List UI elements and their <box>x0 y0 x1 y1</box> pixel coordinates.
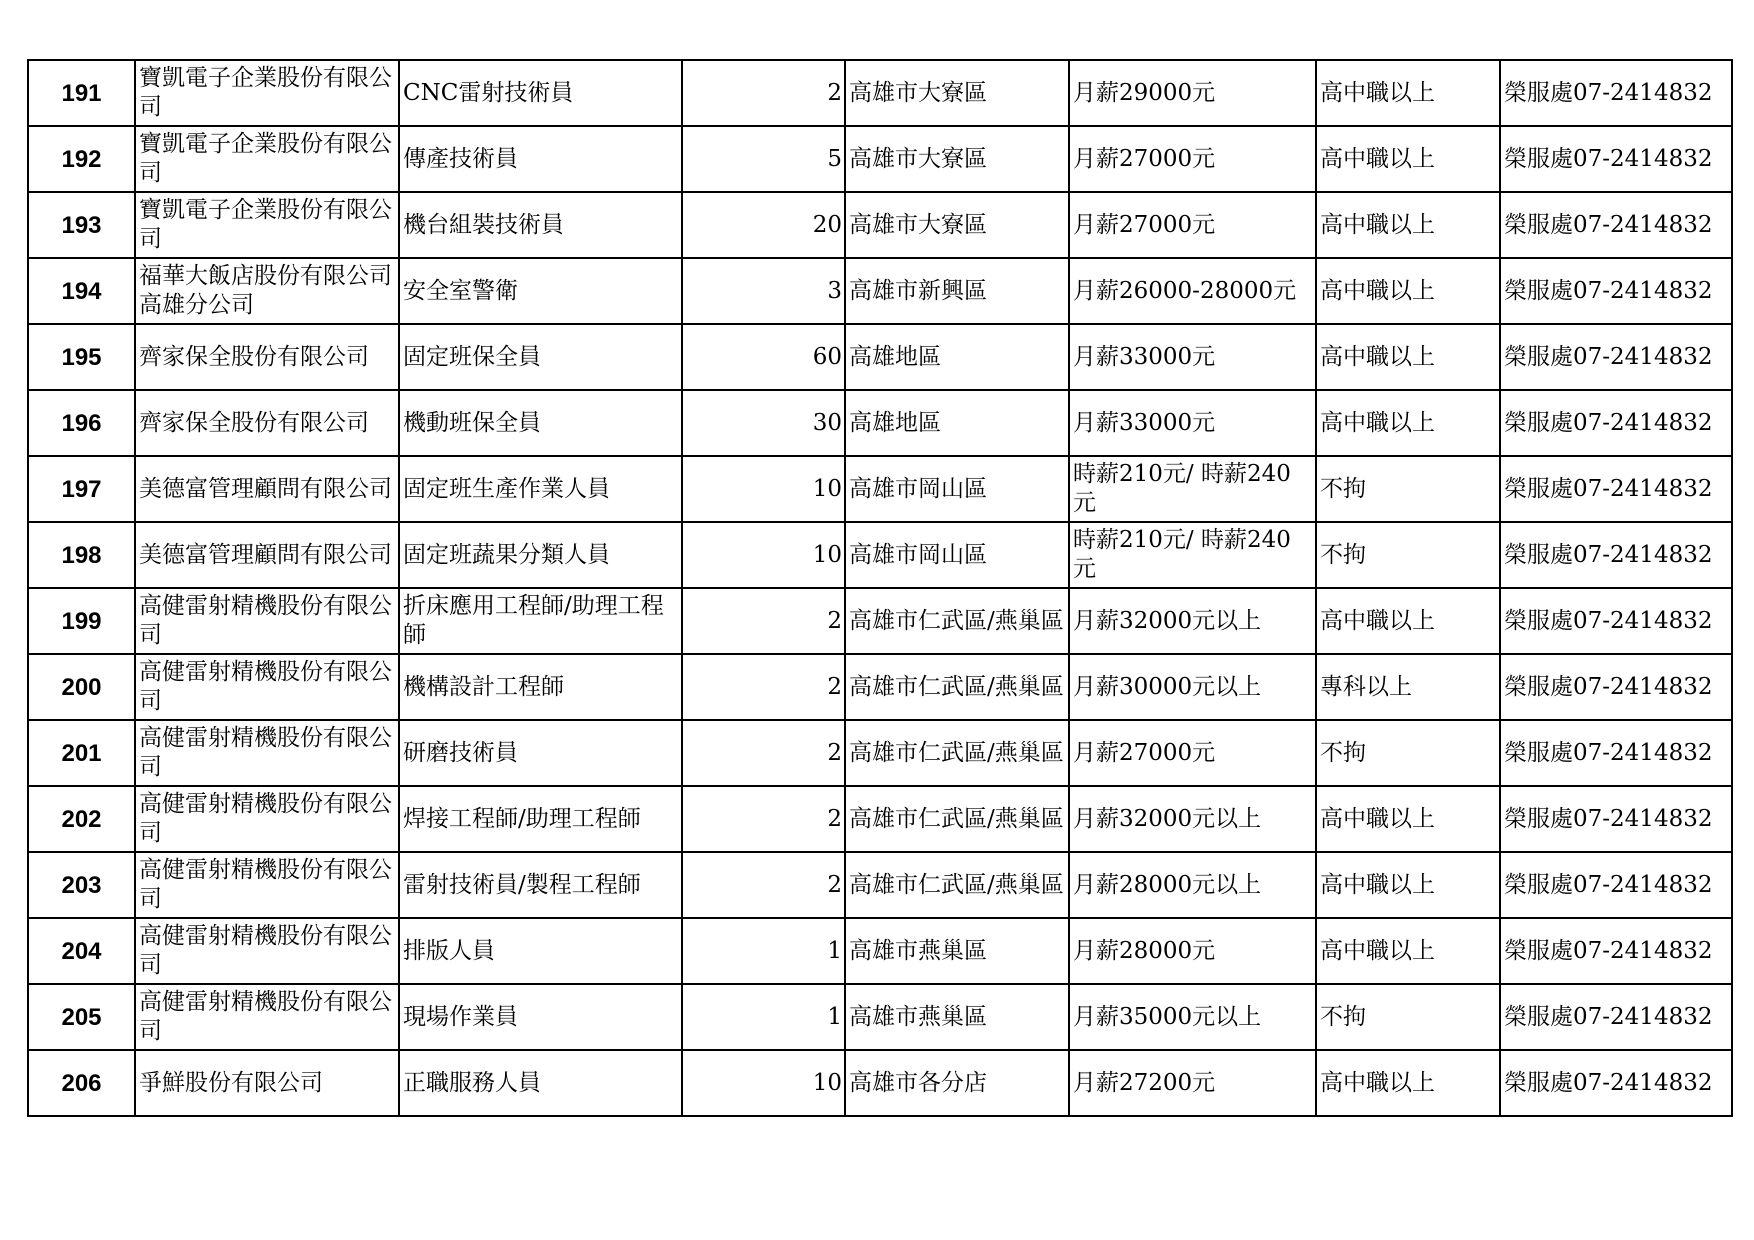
education-requirement-cell: 高中職以上 <box>1316 588 1500 654</box>
job-position-cell: 傳產技術員 <box>399 126 682 192</box>
work-location-cell: 高雄市大寮區 <box>845 60 1069 126</box>
table-row <box>28 720 1732 786</box>
salary-cell: 月薪28000元以上 <box>1069 852 1316 918</box>
work-location-cell: 高雄市大寮區 <box>845 126 1069 192</box>
openings-count-cell: 30 <box>682 390 845 456</box>
education-requirement-cell: 高中職以上 <box>1316 192 1500 258</box>
contact-info-cell: 榮服處07-2414832 <box>1500 60 1732 126</box>
contact-info-cell: 榮服處07-2414832 <box>1500 456 1732 522</box>
job-listing-table <box>27 59 1733 1117</box>
listing-number-cell: 194 <box>28 258 135 324</box>
job-position-cell: 固定班蔬果分類人員 <box>399 522 682 588</box>
education-requirement-cell: 高中職以上 <box>1316 852 1500 918</box>
salary-cell: 月薪32000元以上 <box>1069 588 1316 654</box>
table-row <box>28 60 1732 126</box>
work-location-cell: 高雄市燕巢區 <box>845 918 1069 984</box>
openings-count-cell: 1 <box>682 984 845 1050</box>
openings-count-cell: 2 <box>682 720 845 786</box>
listing-number-cell: 200 <box>28 654 135 720</box>
contact-info-cell: 榮服處07-2414832 <box>1500 852 1732 918</box>
salary-cell: 時薪210元/ 時薪240元 <box>1069 522 1316 588</box>
education-requirement-cell: 專科以上 <box>1316 654 1500 720</box>
listing-number-cell: 206 <box>28 1050 135 1116</box>
salary-cell: 月薪28000元 <box>1069 918 1316 984</box>
contact-info-cell: 榮服處07-2414832 <box>1500 324 1732 390</box>
listing-number-cell: 201 <box>28 720 135 786</box>
listing-number-cell: 193 <box>28 192 135 258</box>
table-row <box>28 126 1732 192</box>
contact-info-cell: 榮服處07-2414832 <box>1500 588 1732 654</box>
work-location-cell: 高雄市岡山區 <box>845 522 1069 588</box>
company-name-cell: 高健雷射精機股份有限公司 <box>135 852 399 918</box>
openings-count-cell: 2 <box>682 60 845 126</box>
work-location-cell: 高雄市仁武區/燕巢區 <box>845 852 1069 918</box>
company-name-cell: 齊家保全股份有限公司 <box>135 390 399 456</box>
salary-cell: 時薪210元/ 時薪240元 <box>1069 456 1316 522</box>
work-location-cell: 高雄市各分店 <box>845 1050 1069 1116</box>
job-position-cell: 機台組裝技術員 <box>399 192 682 258</box>
openings-count-cell: 20 <box>682 192 845 258</box>
work-location-cell: 高雄市新興區 <box>845 258 1069 324</box>
education-requirement-cell: 高中職以上 <box>1316 786 1500 852</box>
listing-number-cell: 191 <box>28 60 135 126</box>
table-row <box>28 456 1732 522</box>
openings-count-cell: 1 <box>682 918 845 984</box>
company-name-cell: 寶凱電子企業股份有限公司 <box>135 192 399 258</box>
openings-count-cell: 2 <box>682 786 845 852</box>
table-row <box>28 918 1732 984</box>
salary-cell: 月薪27200元 <box>1069 1050 1316 1116</box>
job-position-cell: CNC雷射技術員 <box>399 60 682 126</box>
listing-number-cell: 196 <box>28 390 135 456</box>
company-name-cell: 福華大飯店股份有限公司高雄分公司 <box>135 258 399 324</box>
education-requirement-cell: 高中職以上 <box>1316 918 1500 984</box>
job-position-cell: 安全室警衛 <box>399 258 682 324</box>
job-position-cell: 折床應用工程師/助理工程師 <box>399 588 682 654</box>
company-name-cell: 美德富管理顧問有限公司 <box>135 522 399 588</box>
listing-number-cell: 195 <box>28 324 135 390</box>
education-requirement-cell: 高中職以上 <box>1316 126 1500 192</box>
contact-info-cell: 榮服處07-2414832 <box>1500 984 1732 1050</box>
table-row <box>28 324 1732 390</box>
work-location-cell: 高雄市岡山區 <box>845 456 1069 522</box>
contact-info-cell: 榮服處07-2414832 <box>1500 258 1732 324</box>
job-position-cell: 雷射技術員/製程工程師 <box>399 852 682 918</box>
company-name-cell: 寶凱電子企業股份有限公司 <box>135 126 399 192</box>
education-requirement-cell: 高中職以上 <box>1316 258 1500 324</box>
listing-number-cell: 198 <box>28 522 135 588</box>
openings-count-cell: 10 <box>682 1050 845 1116</box>
job-position-cell: 排版人員 <box>399 918 682 984</box>
work-location-cell: 高雄市燕巢區 <box>845 984 1069 1050</box>
company-name-cell: 寶凱電子企業股份有限公司 <box>135 60 399 126</box>
salary-cell: 月薪32000元以上 <box>1069 786 1316 852</box>
education-requirement-cell: 不拘 <box>1316 720 1500 786</box>
salary-cell: 月薪29000元 <box>1069 60 1316 126</box>
openings-count-cell: 10 <box>682 456 845 522</box>
education-requirement-cell: 不拘 <box>1316 456 1500 522</box>
job-position-cell: 固定班生產作業人員 <box>399 456 682 522</box>
contact-info-cell: 榮服處07-2414832 <box>1500 522 1732 588</box>
contact-info-cell: 榮服處07-2414832 <box>1500 654 1732 720</box>
company-name-cell: 高健雷射精機股份有限公司 <box>135 654 399 720</box>
openings-count-cell: 2 <box>682 654 845 720</box>
education-requirement-cell: 不拘 <box>1316 522 1500 588</box>
contact-info-cell: 榮服處07-2414832 <box>1500 720 1732 786</box>
work-location-cell: 高雄市仁武區/燕巢區 <box>845 654 1069 720</box>
listing-number-cell: 192 <box>28 126 135 192</box>
table-row <box>28 588 1732 654</box>
company-name-cell: 齊家保全股份有限公司 <box>135 324 399 390</box>
table-row <box>28 258 1732 324</box>
contact-info-cell: 榮服處07-2414832 <box>1500 390 1732 456</box>
education-requirement-cell: 高中職以上 <box>1316 1050 1500 1116</box>
table-row <box>28 192 1732 258</box>
table-row <box>28 390 1732 456</box>
company-name-cell: 高健雷射精機股份有限公司 <box>135 720 399 786</box>
job-position-cell: 正職服務人員 <box>399 1050 682 1116</box>
contact-info-cell: 榮服處07-2414832 <box>1500 918 1732 984</box>
work-location-cell: 高雄市仁武區/燕巢區 <box>845 786 1069 852</box>
work-location-cell: 高雄市仁武區/燕巢區 <box>845 720 1069 786</box>
openings-count-cell: 60 <box>682 324 845 390</box>
table-row <box>28 852 1732 918</box>
listing-number-cell: 204 <box>28 918 135 984</box>
work-location-cell: 高雄市仁武區/燕巢區 <box>845 588 1069 654</box>
salary-cell: 月薪35000元以上 <box>1069 984 1316 1050</box>
openings-count-cell: 3 <box>682 258 845 324</box>
listing-number-cell: 202 <box>28 786 135 852</box>
company-name-cell: 美德富管理顧問有限公司 <box>135 456 399 522</box>
table-row <box>28 1050 1732 1116</box>
education-requirement-cell: 高中職以上 <box>1316 390 1500 456</box>
table-row <box>28 786 1732 852</box>
company-name-cell: 高健雷射精機股份有限公司 <box>135 588 399 654</box>
listing-number-cell: 197 <box>28 456 135 522</box>
salary-cell: 月薪33000元 <box>1069 390 1316 456</box>
company-name-cell: 高健雷射精機股份有限公司 <box>135 918 399 984</box>
company-name-cell: 爭鮮股份有限公司 <box>135 1050 399 1116</box>
job-position-cell: 機構設計工程師 <box>399 654 682 720</box>
company-name-cell: 高健雷射精機股份有限公司 <box>135 786 399 852</box>
contact-info-cell: 榮服處07-2414832 <box>1500 126 1732 192</box>
listing-number-cell: 203 <box>28 852 135 918</box>
salary-cell: 月薪26000-28000元 <box>1069 258 1316 324</box>
job-position-cell: 機動班保全員 <box>399 390 682 456</box>
education-requirement-cell: 不拘 <box>1316 984 1500 1050</box>
contact-info-cell: 榮服處07-2414832 <box>1500 786 1732 852</box>
openings-count-cell: 2 <box>682 588 845 654</box>
table-row <box>28 984 1732 1050</box>
education-requirement-cell: 高中職以上 <box>1316 60 1500 126</box>
salary-cell: 月薪27000元 <box>1069 720 1316 786</box>
contact-info-cell: 榮服處07-2414832 <box>1500 1050 1732 1116</box>
salary-cell: 月薪27000元 <box>1069 126 1316 192</box>
salary-cell: 月薪30000元以上 <box>1069 654 1316 720</box>
openings-count-cell: 10 <box>682 522 845 588</box>
company-name-cell: 高健雷射精機股份有限公司 <box>135 984 399 1050</box>
job-position-cell: 現場作業員 <box>399 984 682 1050</box>
listing-number-cell: 205 <box>28 984 135 1050</box>
education-requirement-cell: 高中職以上 <box>1316 324 1500 390</box>
job-position-cell: 固定班保全員 <box>399 324 682 390</box>
work-location-cell: 高雄地區 <box>845 324 1069 390</box>
openings-count-cell: 5 <box>682 126 845 192</box>
contact-info-cell: 榮服處07-2414832 <box>1500 192 1732 258</box>
salary-cell: 月薪33000元 <box>1069 324 1316 390</box>
listing-number-cell: 199 <box>28 588 135 654</box>
salary-cell: 月薪27000元 <box>1069 192 1316 258</box>
job-position-cell: 焊接工程師/助理工程師 <box>399 786 682 852</box>
job-position-cell: 研磨技術員 <box>399 720 682 786</box>
openings-count-cell: 2 <box>682 852 845 918</box>
table-row <box>28 654 1732 720</box>
work-location-cell: 高雄市大寮區 <box>845 192 1069 258</box>
job-table-body <box>28 60 1732 1116</box>
work-location-cell: 高雄地區 <box>845 390 1069 456</box>
table-row <box>28 522 1732 588</box>
